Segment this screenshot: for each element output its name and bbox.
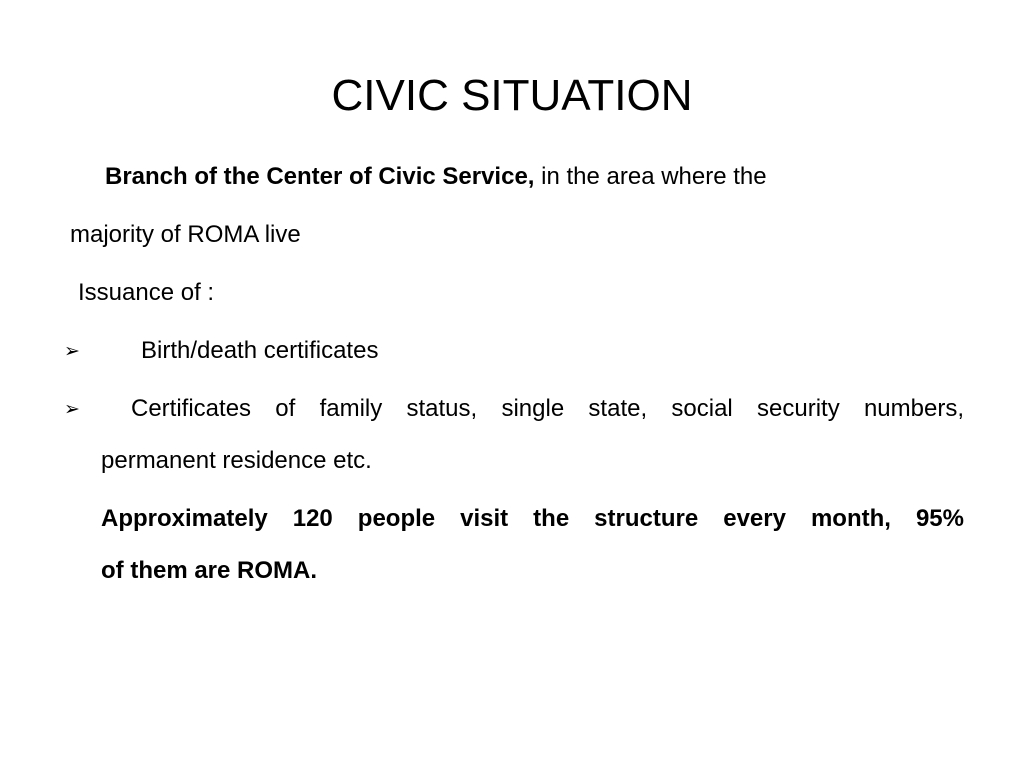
list-item-certificates [101,394,964,476]
list-item-birth-death: Birth/death certificates [141,337,379,364]
list-item-certificates-line-1: Certificates of family status, single state, social security numbers, [131,395,964,422]
bullet-arrow-icon: ➢ [64,340,80,362]
intro-regular-text: in the area where the [534,163,767,190]
visitor-note [101,504,964,586]
visitor-note-line-2: of them are ROMA. [101,557,318,584]
slide-title: CIVIC SITUATION [331,71,693,120]
intro-bold-text: Branch of the Center of Civic Service, [105,163,535,190]
bullet-arrow-icon: ➢ [64,398,80,420]
list-item-certificates-line-2: permanent residence etc. [101,447,372,474]
intro-line-2: majority of ROMA live [70,221,301,248]
visitor-note-line-1: Approximately 120 people visit the structure every month, 95% [101,505,964,532]
intro-line-1 [105,162,767,192]
issuance-label: Issuance of : [78,279,215,306]
